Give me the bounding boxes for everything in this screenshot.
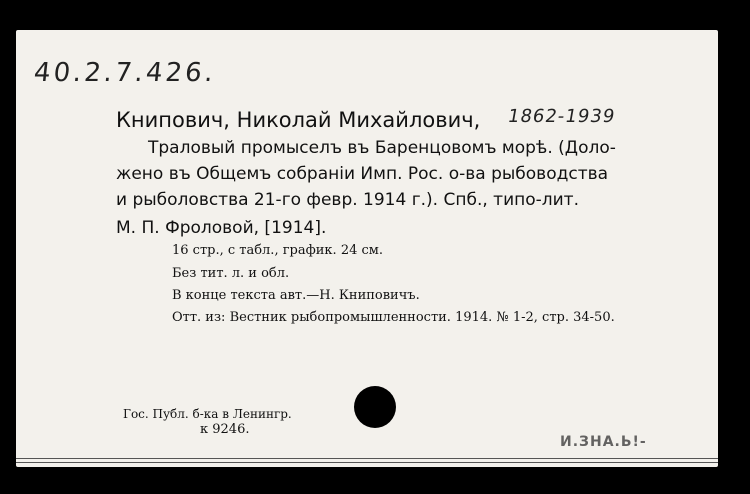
title-line: Траловый промыселъ въ Баренцовомъ морѣ. (Доло- — [148, 138, 616, 158]
physical-description: 16 стр., с табл., график. 24 см. — [172, 243, 384, 258]
shelfmark: 40.2.7.426. — [32, 58, 218, 88]
bottom-rule — [16, 458, 718, 459]
note-line: В конце текста авт.—Н. Книповичъ. — [172, 288, 420, 303]
punch-hole — [354, 386, 396, 428]
title-line: и рыболовства 21-го февр. 1914 г.). Спб., типо-лит. — [116, 190, 579, 210]
catalog-card — [16, 30, 718, 467]
title-line: М. П. Фроловой, [1914]. — [116, 218, 327, 238]
bottom-rule — [16, 462, 718, 463]
title-line: жено въ Общемъ собранiи Имп. Рос. о-ва рыбоводства — [116, 164, 609, 184]
ink-stamp: И.ЗНА.Ь!- — [560, 434, 647, 450]
source-note: Отт. из: Вестник рыбопромышленности. 1914. № 1-2, стр. 34-50. — [172, 310, 615, 325]
inventory-number: к 9246. — [200, 422, 250, 437]
author-years: 1862-1939 — [506, 106, 617, 127]
note-line: Без тит. л. и обл. — [172, 266, 290, 281]
library-name: Гос. Публ. б-ка в Ленингр. — [123, 407, 292, 421]
author-heading: Книпович, Николай Михайлович, — [116, 108, 481, 132]
